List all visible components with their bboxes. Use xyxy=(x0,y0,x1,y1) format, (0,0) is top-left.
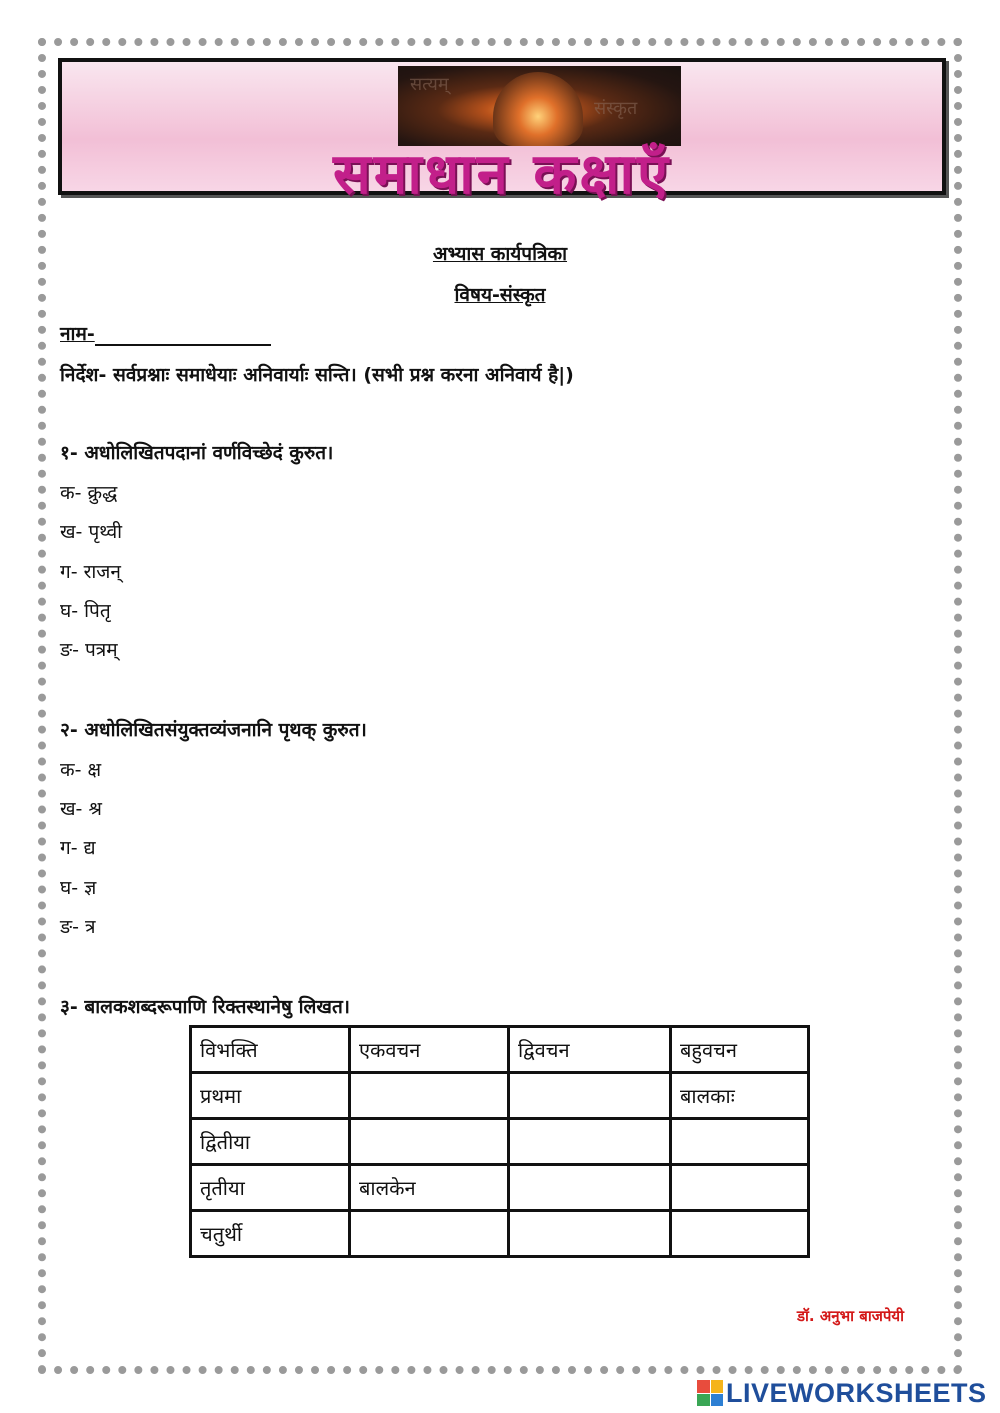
table-header-cell: द्विवचन xyxy=(509,1027,671,1073)
q2-item: घ- ज्ञ xyxy=(60,877,97,899)
author-signature: डॉ. अनुभा बाजपेयी xyxy=(797,1307,904,1325)
table-header-cell: एकवचन xyxy=(350,1027,509,1073)
name-label: नाम- xyxy=(60,323,95,345)
q2-item: क- क्ष xyxy=(60,759,102,781)
q3-title: ३- बालकशब्दरूपाणि रिक्तस्थानेषु लिखत। xyxy=(60,996,351,1018)
instruction-text: निर्देश- सर्वप्रश्नाः समाधेयाः अनिवार्याः सन्ति। (सभी प्रश्न करना अनिवार्य है|) xyxy=(60,364,574,386)
q2-title: २- अधोलिखितसंयुक्तव्यंजनानि पृथक् कुरुत। xyxy=(60,719,367,741)
table-cell-vibhakti: द्वितीया xyxy=(191,1119,350,1165)
table-answer-cell[interactable] xyxy=(350,1119,509,1165)
declension-table xyxy=(189,1025,810,1258)
banner-title: समाधान कक्षाएँ xyxy=(332,142,671,207)
table-row xyxy=(191,1119,809,1165)
q1-item: ग- राजन् xyxy=(60,561,121,583)
subject-heading: विषय-संस्कृत xyxy=(454,284,546,306)
table-header-row xyxy=(191,1027,809,1073)
liveworksheets-logo-text: LIVEWORKSHEETS xyxy=(726,1377,987,1408)
q1-item: क- क्रुद्ध xyxy=(60,482,118,504)
q2-item: ङ- त्र xyxy=(60,916,96,938)
q1-item: घ- पितृ xyxy=(60,600,111,622)
table-header-cell: बहुवचन xyxy=(671,1027,809,1073)
table-answer-cell[interactable] xyxy=(671,1119,809,1165)
table-row xyxy=(191,1165,809,1211)
table-answer-cell[interactable] xyxy=(671,1165,809,1211)
banner-image-text: संस्कृत xyxy=(594,98,638,119)
table-answer-cell[interactable] xyxy=(509,1211,671,1257)
table-cell-vibhakti: चतुर्थी xyxy=(191,1211,350,1257)
header-banner xyxy=(58,58,946,207)
table-cell-given: बालकेन xyxy=(350,1165,509,1211)
liveworksheets-logo[interactable] xyxy=(697,1378,987,1408)
name-row xyxy=(60,320,271,346)
table-answer-cell[interactable] xyxy=(671,1211,809,1257)
table-answer-cell[interactable] xyxy=(509,1119,671,1165)
table-answer-cell[interactable] xyxy=(350,1211,509,1257)
table-row xyxy=(191,1211,809,1257)
table-header-cell: विभक्ति xyxy=(191,1027,350,1073)
table-cell-vibhakti: प्रथमा xyxy=(191,1073,350,1119)
banner-image-text: सत्यम् xyxy=(410,74,449,95)
q2-item: ख- श्र xyxy=(60,798,102,820)
table-answer-cell[interactable] xyxy=(509,1073,671,1119)
name-blank[interactable] xyxy=(95,344,271,346)
table-cell-given: बालकाः xyxy=(671,1073,809,1119)
table-cell-vibhakti: तृतीया xyxy=(191,1165,350,1211)
q1-item: ङ- पत्रम् xyxy=(60,639,118,661)
table-answer-cell[interactable] xyxy=(509,1165,671,1211)
q2-item: ग- द्य xyxy=(60,837,96,859)
q1-title: १- अधोलिखितपदानां वर्णविच्छेदं कुरुत। xyxy=(60,442,334,464)
liveworksheets-logo-icon xyxy=(697,1380,723,1406)
q1-item: ख- पृथ्वी xyxy=(60,521,123,543)
table-row xyxy=(191,1073,809,1119)
table-answer-cell[interactable] xyxy=(350,1073,509,1119)
worksheet-title: अभ्यास कार्यपत्रिका xyxy=(432,243,568,265)
